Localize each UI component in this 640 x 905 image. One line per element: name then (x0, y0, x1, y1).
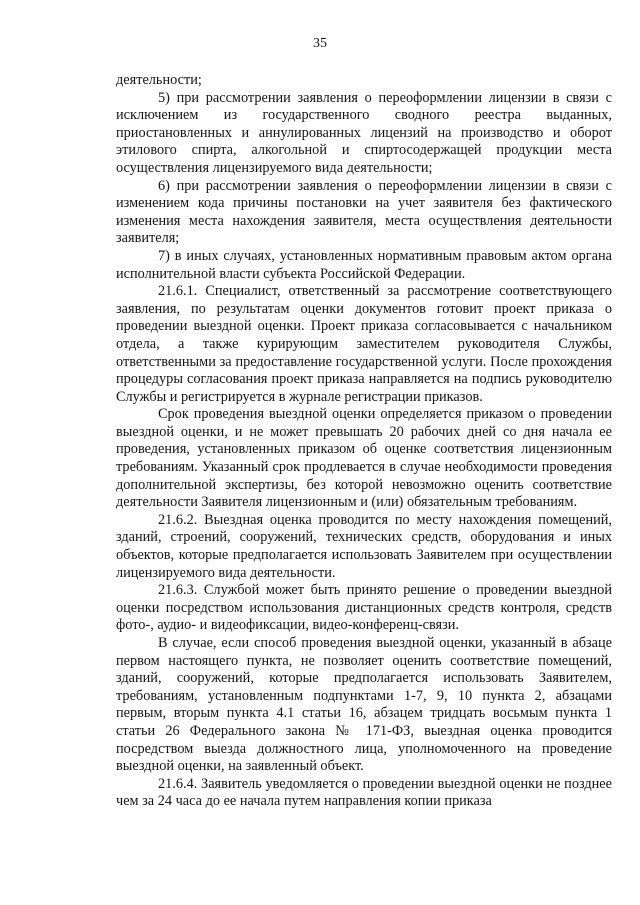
paragraph-21-6-4: 21.6.4. Заявитель уведомляется о проведении выездной оценки не позднее чем за 24 часа до ее начала путем направления копии приказа (116, 775, 612, 810)
paragraph-continuation: деятельности; (116, 72, 202, 88)
paragraph-21-6-1: 21.6.1. Специалист, ответственный за рассмотрение соответствующего заявления, по результатам оценки документов готовит проект приказа о проведении выездной оценки. Проект приказа согласовывается с начальником отдела, а также курирующим заместителем руководителя Службы, ответственными за предоставление государственной услуги. После прохождения процедуры согласования проект приказа направляется на подпись руководителю Службы и регистрируется в журнале регистрации приказов. (116, 283, 612, 405)
paragraph-in-case: В случае, если способ проведения выездной оценки, указанный в абзаце первом настоящего пункта, не позволяет оценить соответствие помещений, зданий, сооружений, которые предполагается использовать Заявителем, требованиям, установленным подпунктами 1-7, 9, 10 пункта 2, абзацами первым, вторым пункта 4.1 статьи 16, абзацем тридцать восьмым пункта 1 статьи 26 Федерального закона № 171-ФЗ, выездная оценка проводится посредством выезда должностного лица, уполномоченного на проведение выездной оценки, на заявленный объект. (116, 635, 612, 775)
page-number: 35 (313, 36, 327, 51)
paragraph-21-6-3: 21.6.3. Службой может быть принято решение о проведении выездной оценки посредством использования дистанционных средств контроля, средств фото-, аудио- и видеофиксации, видео-конференц-связи. (116, 582, 612, 634)
paragraph-term: Срок проведения выездной оценки определяется приказом о проведении выездной оценки, и не может превышать 20 рабочих дней со дня начала ее проведения, установленных приказом об оценке соответствия лицензионным требованиям. Указанный срок продлевается в случае необходимости проведения дополнительной экспертизы, без которой невозможно оценить соответствие деятельности Заявителя лицензионным и (или) обязательным требованиям. (116, 406, 612, 511)
paragraph-21-6-2: 21.6.2. Выездная оценка проводится по месту нахождения помещений, зданий, строений, сооружений, технических средств, оборудования и иных объектов, которые предполагается использовать Заявителем при осуществлении лицензируемого вида деятельности. (116, 511, 612, 581)
document-body (116, 72, 612, 811)
paragraph-item-5: 5) при рассмотрении заявления о переоформлении лицензии в связи с исключением из государственного сводного реестра выданных, приостановленных и аннулированных лицензий на производство и оборот этилового спирта, алкогольной и спиртосодержащей продукции места осуществления лицензируемого вида деятельности; (116, 89, 612, 176)
paragraph-item-6: 6) при рассмотрении заявления о переоформлении лицензии в связи с изменением кода причины постановки на учет заявителя без фактического изменения места нахождения заявителя, места осуществления деятельности заявителя; (116, 177, 612, 247)
paragraph-item-7: 7) в иных случаях, установленных нормативным правовым актом органа исполнительной власти субъекта Российской Федерации. (116, 247, 612, 282)
